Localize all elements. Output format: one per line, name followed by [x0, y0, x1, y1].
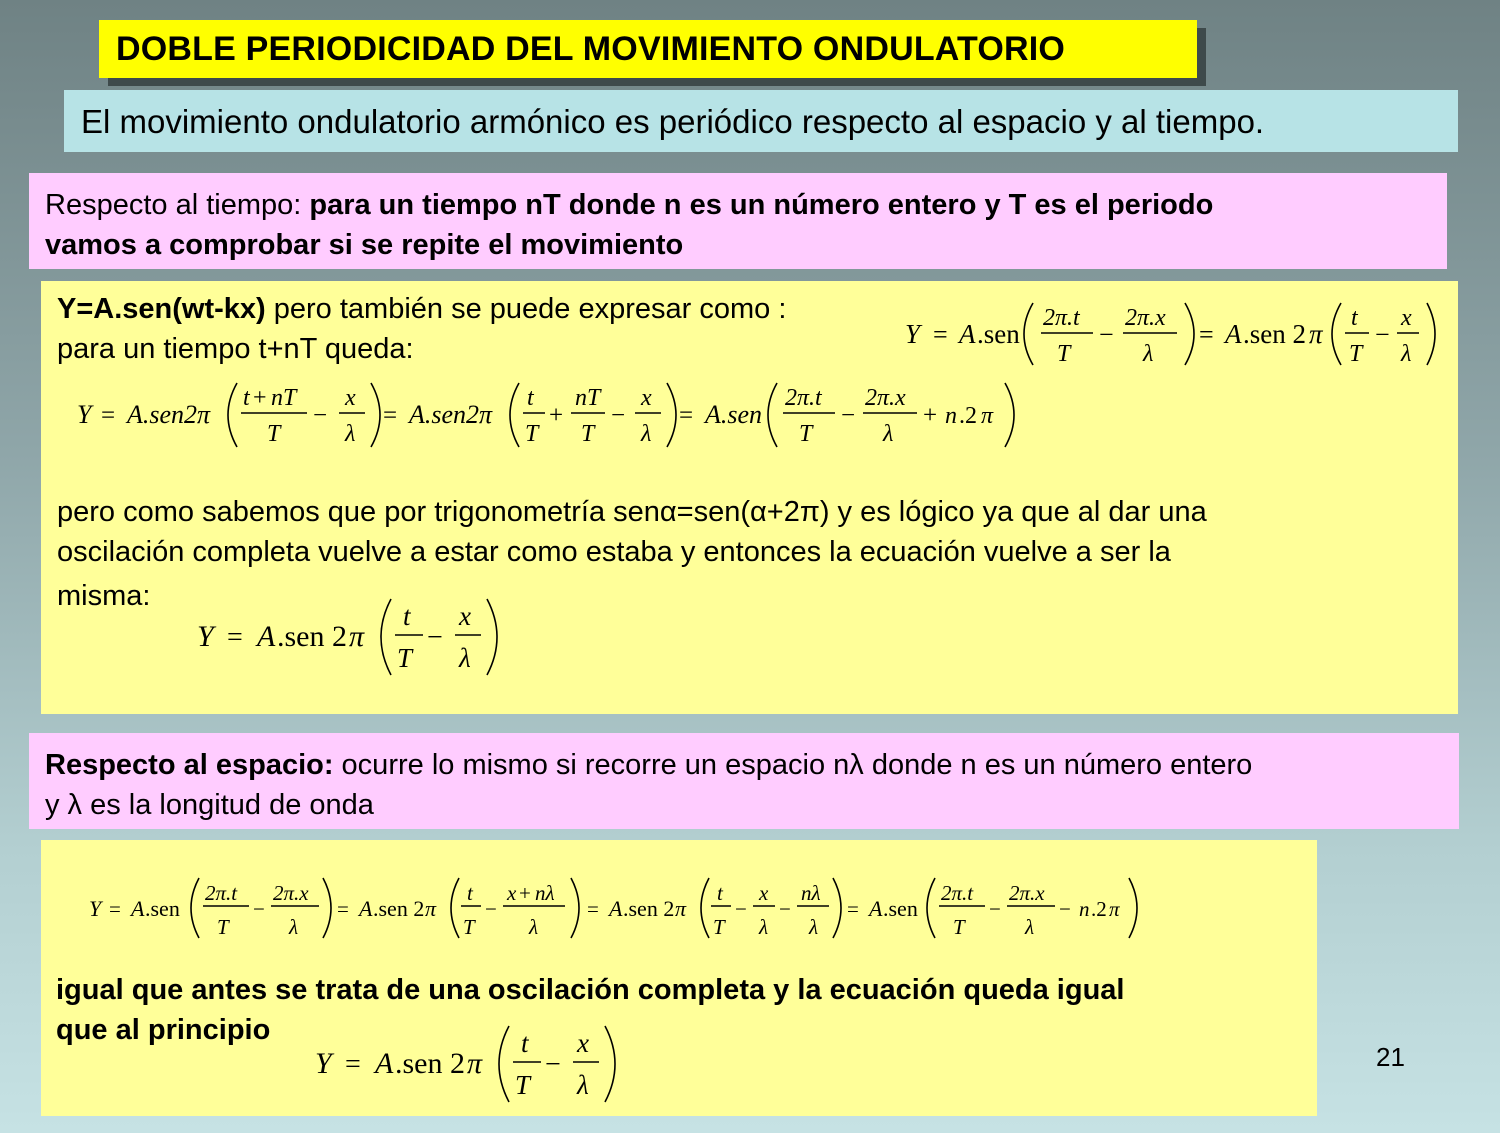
svg-text:t: t — [403, 601, 411, 631]
slide-title: DOBLE PERIODICIDAD DEL MOVIMIENTO ONDULATORIO — [99, 20, 1197, 78]
time-section-text-1: para un tiempo nT donde n es un número entero y T es el periodo — [309, 189, 1214, 221]
svg-text:T: T — [463, 915, 475, 939]
time-section-header — [29, 173, 1447, 269]
svg-text:.sen: .sen — [883, 896, 918, 921]
space-section-label: Respecto al espacio: — [45, 749, 334, 781]
svg-text:T: T — [515, 1070, 531, 1100]
space-conclusion-line-2: que al principio — [56, 1014, 271, 1046]
svg-text:t: t — [243, 385, 250, 411]
svg-text:t: t — [717, 881, 723, 905]
svg-text:T: T — [713, 915, 725, 939]
svg-text:Y: Y — [315, 1047, 332, 1080]
svg-text:T: T — [581, 421, 595, 447]
svg-text:n: n — [1079, 897, 1090, 921]
svg-text:=: = — [337, 897, 349, 921]
svg-text:λ: λ — [577, 1070, 589, 1100]
svg-text:2π.t: 2π.t — [941, 881, 974, 905]
svg-text:Y: Y — [905, 319, 921, 349]
time-section-label: Respecto al tiempo: — [45, 189, 310, 221]
time-box-line-2: para un tiempo t+nT queda: — [57, 333, 414, 365]
result-equation-time — [195, 591, 515, 683]
svg-text:−: − — [611, 402, 626, 429]
svg-text:π: π — [981, 403, 994, 429]
svg-text:λ: λ — [1143, 341, 1154, 367]
svg-text:−: − — [1375, 320, 1390, 349]
svg-text:.sen 2: .sen 2 — [277, 620, 347, 653]
time-box-line-1-rest: pero también se puede expresar como : — [265, 293, 787, 325]
svg-text:A: A — [869, 896, 883, 921]
svg-text:=: = — [383, 402, 398, 429]
svg-text:A.sen2π: A.sen2π — [409, 400, 493, 429]
svg-text:.sen 2: .sen 2 — [623, 896, 675, 921]
trig-explanation-line-2: oscilación completa vuelve a estar como estaba y entonces la ecuación vuelve a ser la — [57, 536, 1171, 568]
svg-text:=: = — [587, 897, 599, 921]
svg-text:A: A — [131, 896, 145, 921]
svg-text:T: T — [267, 421, 281, 447]
svg-text:A.sen: A.sen — [705, 400, 763, 429]
svg-text:t: t — [1351, 305, 1358, 331]
svg-text:λ: λ — [459, 643, 471, 673]
svg-text:t: t — [521, 1028, 529, 1058]
svg-text:λ: λ — [529, 915, 539, 939]
intro-text: El movimiento ondulatorio armónico es periódico respecto al espacio y al tiempo. — [64, 90, 1458, 152]
svg-text:T: T — [397, 643, 413, 673]
svg-text:−: − — [989, 897, 1001, 921]
svg-text:.sen: .sen — [145, 896, 180, 921]
svg-text:+: + — [253, 385, 267, 411]
svg-text:−: − — [841, 402, 856, 429]
svg-text:λ: λ — [345, 421, 356, 447]
svg-text:π: π — [675, 896, 687, 921]
svg-text:−: − — [253, 897, 265, 921]
svg-text:=: = — [847, 897, 859, 921]
svg-text:−: − — [1059, 897, 1071, 921]
wave-equation-inline: Y=A.sen(wt-kx) — [57, 293, 266, 325]
svg-text:2π.x: 2π.x — [1125, 305, 1166, 331]
svg-text:−: − — [1099, 320, 1114, 349]
svg-text:A: A — [609, 896, 623, 921]
svg-text:nT: nT — [271, 385, 297, 411]
svg-text:.2: .2 — [1091, 897, 1107, 921]
svg-text:=: = — [345, 1049, 361, 1080]
svg-text:Y: Y — [77, 400, 92, 429]
svg-text:2π.t: 2π.t — [785, 385, 822, 411]
svg-text:x: x — [759, 881, 769, 905]
svg-text:nT: nT — [575, 385, 601, 411]
svg-text:=: = — [109, 897, 121, 921]
svg-text:2π.x: 2π.x — [273, 881, 309, 905]
svg-text:Y: Y — [89, 896, 102, 921]
space-section-text-1: ocurre lo mismo si recorre un espacio nλ donde n es un número entero — [333, 749, 1253, 781]
svg-text:2π.x: 2π.x — [1009, 881, 1045, 905]
svg-text:π: π — [349, 620, 365, 653]
trig-explanation-line-1: pero como sabemos que por trigonometría senα=sen(α+2π) y es lógico ya que al dar una — [57, 496, 1207, 528]
svg-text:λ: λ — [809, 915, 819, 939]
svg-text:t: t — [527, 385, 534, 411]
space-section-header — [29, 733, 1459, 829]
svg-text:λ: λ — [759, 915, 769, 939]
space-shift-equation — [87, 870, 1157, 950]
svg-text:2π.t: 2π.t — [205, 881, 238, 905]
page-number: 21 — [1376, 1042, 1405, 1072]
svg-text:π: π — [1309, 319, 1323, 349]
svg-text:x: x — [577, 1028, 589, 1058]
svg-text:A: A — [1225, 319, 1242, 349]
svg-text:A: A — [257, 620, 276, 653]
svg-text:λ: λ — [883, 421, 894, 447]
svg-text:−: − — [485, 897, 497, 921]
svg-text:x: x — [507, 881, 517, 905]
svg-text:π: π — [467, 1047, 483, 1080]
svg-text:.sen 2: .sen 2 — [1243, 319, 1306, 349]
svg-text:=: = — [1199, 320, 1214, 349]
time-box-line-1 — [57, 289, 786, 329]
svg-text:π: π — [425, 896, 437, 921]
svg-text:T: T — [217, 915, 229, 939]
svg-text:λ: λ — [1025, 915, 1035, 939]
svg-text:T: T — [525, 421, 539, 447]
svg-text:T: T — [1057, 341, 1071, 367]
svg-text:.sen: .sen — [977, 319, 1020, 349]
space-conclusion-line-1: igual que antes se trata de una oscilación completa y la ecuación queda igual — [56, 974, 1125, 1006]
svg-text:T: T — [1349, 341, 1363, 367]
svg-text:n: n — [945, 403, 957, 429]
svg-text:λ: λ — [641, 421, 652, 447]
svg-text:π: π — [1109, 897, 1120, 921]
svg-text:T: T — [799, 421, 813, 447]
wave-equation-alternative — [903, 293, 1443, 378]
svg-text:T: T — [953, 915, 965, 939]
svg-text:A: A — [375, 1047, 394, 1080]
svg-text:nλ: nλ — [801, 881, 821, 905]
svg-text:.sen 2: .sen 2 — [395, 1047, 465, 1080]
svg-text:−: − — [427, 622, 443, 653]
svg-text:λ: λ — [1401, 341, 1412, 367]
svg-text:x: x — [1401, 305, 1412, 331]
svg-text:=: = — [933, 320, 948, 349]
svg-text:.2: .2 — [959, 403, 977, 429]
svg-text:−: − — [735, 897, 747, 921]
svg-text:t: t — [467, 881, 473, 905]
time-shift-equation — [75, 375, 1035, 459]
svg-text:Y: Y — [197, 620, 214, 653]
time-explanation-box — [41, 281, 1458, 714]
result-equation-space — [313, 1020, 633, 1112]
svg-text:+: + — [519, 881, 531, 905]
space-explanation-box — [41, 840, 1317, 1116]
svg-text:λ: λ — [289, 915, 299, 939]
svg-text:−: − — [545, 1049, 561, 1080]
svg-text:x: x — [459, 601, 471, 631]
svg-text:+: + — [923, 402, 938, 429]
svg-text:nλ: nλ — [535, 881, 555, 905]
svg-text:−: − — [779, 897, 791, 921]
svg-text:x: x — [641, 385, 652, 411]
svg-text:A.sen2π: A.sen2π — [127, 400, 211, 429]
svg-text:A: A — [959, 319, 976, 349]
svg-text:2π.t: 2π.t — [1043, 305, 1080, 331]
svg-text:−: − — [313, 402, 328, 429]
space-section-text-2: y λ es la longitud de onda — [45, 789, 374, 821]
svg-text:=: = — [679, 402, 694, 429]
svg-text:A: A — [359, 896, 373, 921]
time-section-text-2: vamos a comprobar si se repite el movimiento — [45, 229, 684, 261]
svg-text:.sen 2: .sen 2 — [373, 896, 425, 921]
svg-text:2π.x: 2π.x — [865, 385, 906, 411]
svg-text:x: x — [345, 385, 356, 411]
trig-explanation-line-3: misma: — [57, 580, 151, 612]
svg-text:=: = — [227, 622, 243, 653]
svg-text:=: = — [101, 402, 116, 429]
svg-text:+: + — [549, 402, 564, 429]
